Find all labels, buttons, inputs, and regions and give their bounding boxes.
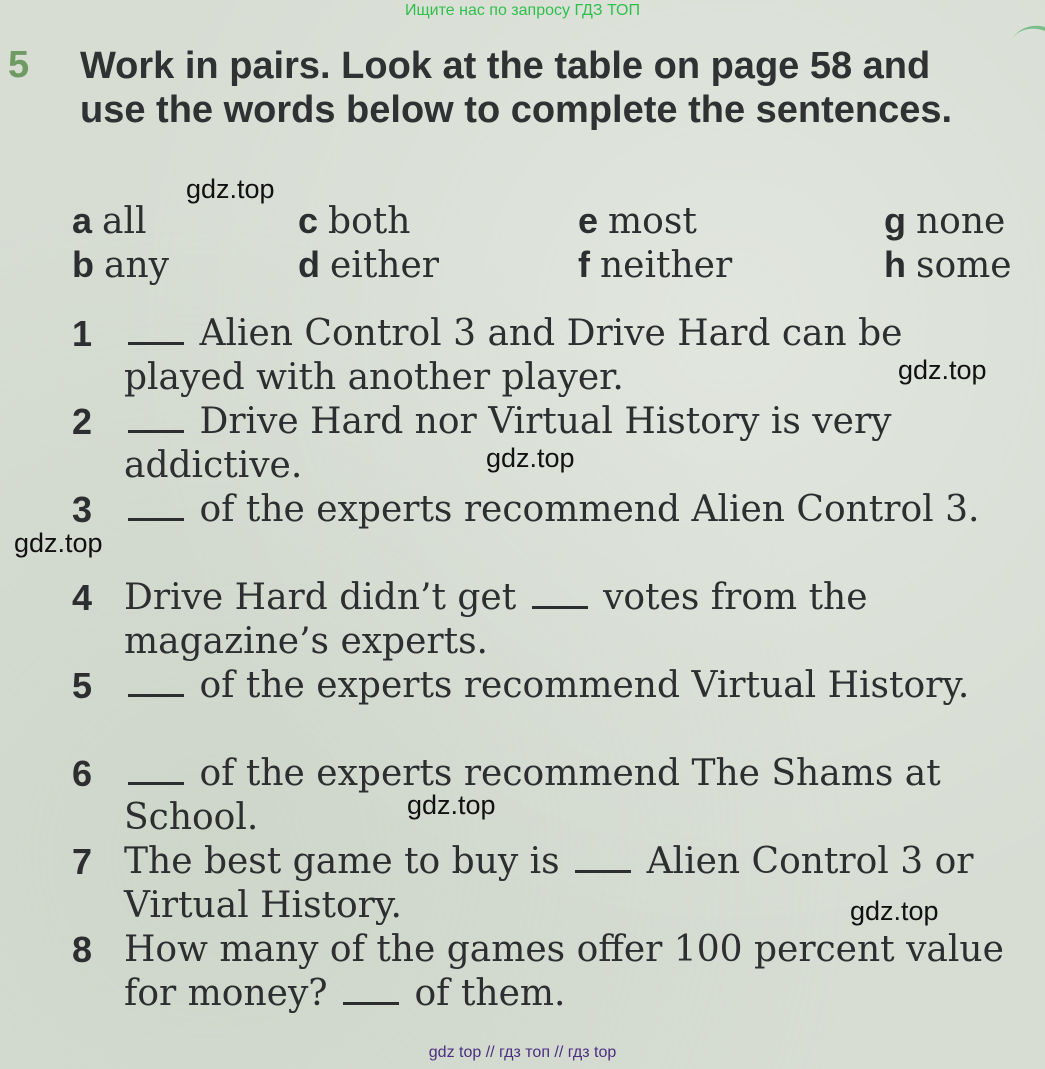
watermark: gdz.top — [850, 896, 939, 926]
sentence-item-4: 4 Drive Hard didn’t get votes from the magazine’s experts. — [72, 577, 868, 662]
exercise-number: 5 — [8, 44, 30, 86]
watermark: gdz.top — [898, 355, 987, 385]
option-d: d either — [298, 244, 439, 286]
answer-blank[interactable] — [128, 758, 184, 785]
answer-blank[interactable] — [128, 494, 184, 521]
answer-blank[interactable] — [532, 582, 588, 609]
sentence-item-3: 3 of the experts recommend Alien Control 3. — [72, 489, 980, 530]
watermark: gdz.top — [186, 174, 275, 204]
answer-blank[interactable] — [128, 318, 184, 345]
corner-decoration — [1009, 15, 1045, 59]
answer-blank[interactable] — [575, 846, 631, 873]
answer-blank[interactable] — [128, 670, 184, 697]
option-h: h some — [884, 244, 1012, 286]
option-a: a all — [72, 200, 147, 242]
answer-blank[interactable] — [128, 406, 184, 433]
option-e: e most — [578, 200, 697, 242]
sentence-item-6: 6 of the experts recommend The Shams at School. — [72, 753, 941, 838]
top-banner: Ищите нас по запросу ГДЗ ТОП — [405, 2, 640, 19]
option-f: f neither — [578, 244, 733, 286]
sentence-item-5: 5 of the experts recommend Virtual History. — [72, 665, 970, 706]
option-c: c both — [298, 200, 411, 242]
watermark: gdz.top — [407, 790, 496, 820]
exercise-instruction: Work in pairs. Look at the table on page 58 and use the words below to complete the sentences. — [80, 45, 953, 131]
option-b: b any — [72, 244, 169, 286]
answer-blank[interactable] — [343, 978, 399, 1005]
sentence-item-1: 1 Alien Control 3 and Drive Hard can be played with another player. — [72, 313, 903, 398]
watermark: gdz.top — [14, 528, 103, 558]
watermark: gdz.top — [486, 443, 575, 473]
sentence-item-7: 7 The best game to buy is Alien Control 3 or Virtual History. — [72, 841, 974, 926]
sentence-item-2: 2 Drive Hard nor Virtual History is very addictive. — [72, 401, 892, 486]
sentence-item-8: 8 How many of the games offer 100 percent value for money? of them. — [72, 929, 1004, 1014]
option-g: g none — [884, 200, 1006, 242]
bottom-banner: gdz top // гдз топ // гдз top — [428, 1044, 617, 1061]
